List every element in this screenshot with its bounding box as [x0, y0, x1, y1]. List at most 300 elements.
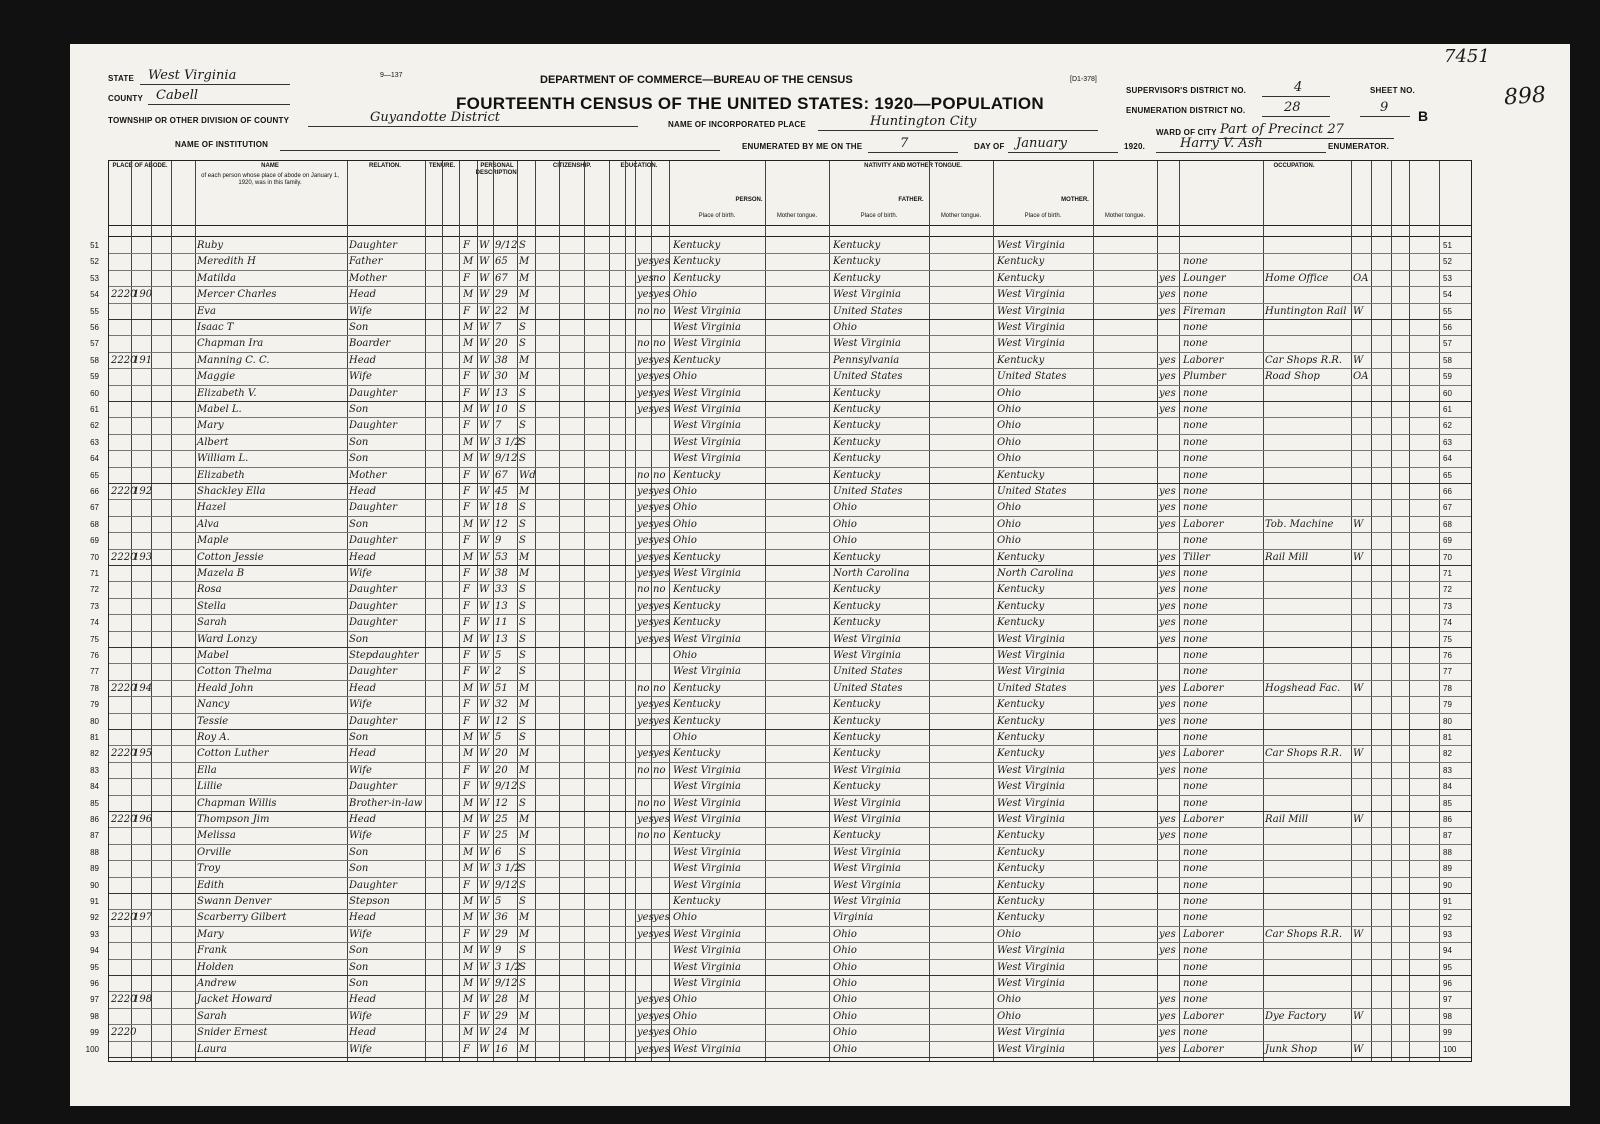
cell-name: Manning C. C. — [197, 354, 270, 366]
row-number-right: 64 — [1443, 454, 1452, 464]
cell-cls: W — [1353, 551, 1364, 563]
cell-trade: none — [1183, 502, 1208, 514]
cell-fpob: Ohio — [833, 1027, 857, 1039]
cell-sex: F — [463, 535, 470, 547]
cell-mar: S — [519, 863, 526, 875]
cell-pob: Kentucky — [673, 600, 721, 612]
row-number-right: 58 — [1443, 355, 1452, 365]
cell-pob: Ohio — [673, 994, 697, 1006]
row-number-right: 51 — [1443, 241, 1452, 250]
cell-age: 2 — [495, 666, 502, 678]
cell-fpob: Kentucky — [833, 551, 881, 563]
cell-sex: F — [463, 699, 470, 711]
cell-mpob: Kentucky — [997, 846, 1045, 858]
cell-pob: West Virginia — [673, 846, 741, 858]
cell-sex: M — [463, 797, 474, 809]
cell-race: W — [479, 322, 490, 333]
cell-fpob: Ohio — [833, 518, 857, 530]
cell-rel: Wife — [349, 1010, 372, 1022]
cell-mpob: North Carolina — [997, 568, 1074, 579]
cell-rel: Wife — [349, 305, 372, 317]
cell-race: W — [479, 945, 490, 957]
cell-pob: Ohio — [673, 486, 697, 497]
department-heading: DEPARTMENT OF COMMERCE—BUREAU OF THE CENSUS — [540, 74, 853, 86]
cell-rel: Head — [349, 994, 377, 1006]
cell-age: 11 — [495, 617, 508, 629]
cell-rel: Head — [349, 551, 377, 563]
row-number-right: 88 — [1443, 847, 1452, 857]
cell-cls: W — [1353, 928, 1364, 940]
cell-trade: none — [1183, 715, 1208, 727]
row-number-right: 62 — [1443, 421, 1452, 431]
cell-sex: M — [463, 863, 474, 875]
cell-mpob: West Virginia — [997, 338, 1065, 350]
row-number-right: 53 — [1443, 273, 1452, 283]
cell-eng: yes — [1159, 699, 1176, 711]
cell-trade: none — [1183, 568, 1208, 579]
cell-sex: M — [463, 814, 474, 825]
cell-name: Chapman Ira — [197, 338, 264, 350]
cell-sex: F — [463, 272, 470, 284]
row-number-right: 75 — [1443, 634, 1452, 644]
row-number-right: 79 — [1443, 700, 1452, 710]
cell-pob: Kentucky — [673, 830, 721, 842]
cell-rel: Son — [349, 322, 369, 333]
cell-age: 16 — [495, 1043, 508, 1055]
cell-mpob: Kentucky — [997, 912, 1045, 924]
cell-race: W — [479, 420, 490, 432]
cell-cls: W — [1353, 1010, 1364, 1022]
cell-rel: Wife — [349, 764, 372, 776]
cell-w: yes — [653, 994, 670, 1006]
cell-name: Laura — [197, 1043, 227, 1055]
cell-rel: Son — [349, 404, 369, 415]
header-pob-father: Place of birth. — [860, 213, 898, 219]
cell-trade: Laborer — [1183, 518, 1224, 530]
cell-age: 32 — [495, 699, 508, 711]
cell-r: yes — [637, 535, 654, 547]
cell-age: 67 — [495, 469, 508, 481]
cell-r: no — [637, 305, 650, 317]
cell-age: 9 — [495, 535, 502, 547]
cell-n: 52 — [90, 257, 99, 267]
cell-race: W — [479, 371, 490, 383]
cell-mar: M — [519, 814, 530, 825]
cell-sex: F — [463, 584, 470, 596]
header-person: PERSON. — [735, 197, 763, 203]
cell-w: no — [653, 338, 666, 350]
cell-rel: Daughter — [349, 879, 397, 891]
cell-mar: S — [519, 945, 526, 957]
cell-ind: Home Office — [1265, 272, 1329, 284]
cell-trade: none — [1183, 584, 1208, 596]
cell-mar: M — [519, 551, 530, 563]
census-table — [85, 160, 1472, 1062]
cell-pob: Kentucky — [673, 256, 721, 268]
cell-ind: Rail Mill — [1265, 814, 1309, 825]
township-value: Guyandotte District — [370, 110, 500, 125]
cell-w: yes — [653, 928, 670, 940]
cell-mpob: Ohio — [997, 994, 1021, 1006]
cell-w: no — [653, 469, 666, 481]
cell-age: 10 — [495, 404, 508, 415]
cell-fpob: Kentucky — [833, 699, 881, 711]
cell-age: 51 — [495, 682, 508, 694]
cell-race: W — [479, 715, 490, 727]
cell-pob: Kentucky — [673, 240, 721, 251]
cell-fpob: West Virginia — [833, 896, 901, 907]
row-number-right: 97 — [1443, 995, 1452, 1005]
county-label: COUNTY — [108, 94, 143, 103]
cell-mpob: West Virginia — [997, 961, 1065, 973]
cell-rel: Daughter — [349, 600, 397, 612]
row-number-right: 80 — [1443, 716, 1452, 726]
cell-name: Elizabeth — [197, 469, 245, 481]
row-number-right: 78 — [1443, 683, 1452, 693]
cell-age: 25 — [495, 830, 508, 842]
cell-rel: Wife — [349, 1043, 372, 1055]
cell-pob: West Virginia — [673, 568, 741, 579]
row-number-right: 68 — [1443, 519, 1452, 529]
cell-fpob: West Virginia — [833, 289, 901, 301]
cell-mar: M — [519, 682, 530, 694]
cell-trade: none — [1183, 322, 1208, 333]
cell-eng: yes — [1159, 617, 1176, 629]
cell-trade: none — [1183, 256, 1208, 268]
cell-rel: Head — [349, 748, 377, 760]
cell-rel: Wife — [349, 371, 372, 383]
supervisor-value: 4 — [1294, 80, 1303, 95]
cell-n: 51 — [90, 241, 99, 250]
cell-race: W — [479, 338, 490, 350]
cell-race: W — [479, 994, 490, 1006]
cell-mar: S — [519, 453, 526, 465]
cell-trade: none — [1183, 978, 1208, 989]
cell-mar: M — [519, 1010, 530, 1022]
enumerator-label: ENUMERATOR. — [1328, 142, 1390, 151]
cell-r: yes — [637, 551, 654, 563]
cell-fpob: West Virginia — [833, 879, 901, 891]
supervisor-label: SUPERVISOR'S DISTRICT NO. — [1126, 86, 1247, 95]
cell-name: Hazel — [197, 502, 227, 514]
header-occupation: OCCUPATION. — [1273, 163, 1315, 169]
cell-mar: S — [519, 781, 526, 793]
row-number-right: 69 — [1443, 536, 1452, 546]
cell-n: 75 — [90, 634, 99, 644]
cell-trade: Fireman — [1183, 305, 1226, 317]
cell-age: 22 — [495, 305, 508, 317]
cell-fpob: North Carolina — [833, 568, 910, 579]
cell-race: W — [479, 387, 490, 399]
cell-trade: none — [1183, 453, 1208, 465]
cell-age: 65 — [495, 256, 508, 268]
cell-fam: 197 — [133, 912, 153, 924]
cell-mpob: West Virginia — [997, 797, 1065, 809]
row-number-right: 94 — [1443, 946, 1452, 956]
cell-fam: 194 — [133, 682, 153, 694]
cell-trade: none — [1183, 863, 1208, 875]
cell-name: William L. — [197, 453, 249, 465]
cell-fpob: West Virginia — [833, 650, 901, 661]
cell-cls: W — [1353, 518, 1364, 530]
enumerator-value: Harry V. Ash — [1180, 136, 1263, 151]
cell-rel: Wife — [349, 830, 372, 842]
cell-pob: Ohio — [673, 912, 697, 924]
cell-sex: F — [463, 240, 470, 251]
cell-trade: Laborer — [1183, 814, 1224, 825]
cell-name: Troy — [197, 863, 221, 875]
cell-sex: F — [463, 305, 470, 317]
cell-name: Maggie — [197, 371, 236, 383]
cell-trade: Laborer — [1183, 928, 1224, 940]
cell-sex: F — [463, 928, 470, 940]
cell-fpob: Kentucky — [833, 387, 881, 399]
cell-name: Albert — [197, 436, 229, 448]
cell-fpob: Ohio — [833, 535, 857, 547]
cell-w: yes — [653, 1027, 670, 1039]
cell-race: W — [479, 1027, 490, 1039]
cell-cls: W — [1353, 305, 1364, 317]
cell-mar: S — [519, 879, 526, 891]
cell-eng: yes — [1159, 764, 1176, 776]
cell-fam: 192 — [133, 486, 153, 497]
cell-age: 12 — [495, 715, 508, 727]
cell-r: yes — [637, 814, 654, 825]
cell-rel: Daughter — [349, 715, 397, 727]
cell-age: 3 1/2 — [495, 961, 521, 973]
cell-rel: Daughter — [349, 535, 397, 547]
cell-fpob: Kentucky — [833, 420, 881, 432]
day-of-label: DAY OF — [974, 142, 1005, 151]
cell-mar: S — [519, 715, 526, 727]
cell-n: 90 — [90, 880, 99, 890]
cell-name: Andrew — [197, 978, 237, 989]
cell-dw: 2220 — [111, 994, 137, 1006]
cell-sex: M — [463, 404, 474, 415]
cell-race: W — [479, 666, 490, 678]
cell-trade: none — [1183, 650, 1208, 661]
county-value: Cabell — [156, 88, 199, 103]
cell-eng: yes — [1159, 928, 1176, 940]
cell-eng: yes — [1159, 1010, 1176, 1022]
cell-pob: Ohio — [673, 289, 697, 301]
cell-mpob: West Virginia — [997, 781, 1065, 793]
sheet-label: SHEET NO. — [1370, 86, 1415, 95]
cell-mpob: West Virginia — [997, 1043, 1065, 1055]
cell-mar: M — [519, 256, 530, 268]
row-number-right: 72 — [1443, 585, 1452, 595]
cell-race: W — [479, 633, 490, 645]
cell-pob: Ohio — [673, 1027, 697, 1039]
cell-pob: West Virginia — [673, 1043, 741, 1055]
header-tongue-person: Mother tongue. — [776, 213, 818, 219]
sheet-letter: B — [1418, 108, 1429, 124]
cell-trade: none — [1183, 961, 1208, 973]
cell-name: Mercer Charles — [197, 289, 277, 301]
cell-n: 91 — [90, 897, 99, 906]
cell-w: no — [653, 797, 666, 809]
cell-mpob: Kentucky — [997, 600, 1045, 612]
cell-trade: Lounger — [1183, 272, 1226, 284]
cell-fpob: Kentucky — [833, 600, 881, 612]
cell-pob: West Virginia — [673, 633, 741, 645]
cell-trade: Laborer — [1183, 682, 1224, 694]
cell-mar: S — [519, 650, 526, 661]
cell-sex: M — [463, 256, 474, 268]
cell-w: yes — [653, 387, 670, 399]
cell-rel: Head — [349, 486, 377, 497]
cell-fpob: West Virginia — [833, 338, 901, 350]
cell-n: 54 — [90, 290, 99, 300]
cell-n: 88 — [90, 847, 99, 857]
cell-fpob: West Virginia — [833, 633, 901, 645]
cell-trade: none — [1183, 764, 1208, 776]
cell-cls: W — [1353, 354, 1364, 366]
cell-fpob: United States — [833, 486, 903, 497]
cell-fpob: Ohio — [833, 978, 857, 989]
cell-name: Mabel L. — [197, 404, 242, 415]
header-citizenship: CITIZENSHIP. — [552, 163, 592, 169]
cell-trade: none — [1183, 699, 1208, 711]
cell-fpob: Kentucky — [833, 256, 881, 268]
cell-age: 36 — [495, 912, 508, 924]
cell-trade: Laborer — [1183, 748, 1224, 760]
cell-age: 9 — [495, 945, 502, 957]
cell-fpob: Kentucky — [833, 240, 881, 251]
cell-w: no — [653, 682, 666, 694]
cell-dw: 2220 — [111, 682, 137, 694]
cell-r: yes — [637, 748, 654, 760]
cell-rel: Son — [349, 436, 369, 448]
cell-trade: none — [1183, 289, 1208, 301]
cell-pob: West Virginia — [673, 338, 741, 350]
cell-ind: Dye Factory — [1265, 1010, 1327, 1022]
row-number-right: 95 — [1443, 962, 1452, 972]
cell-pob: Kentucky — [673, 748, 721, 760]
row-number-right: 89 — [1443, 864, 1452, 874]
cell-sex: M — [463, 453, 474, 465]
cell-race: W — [479, 764, 490, 776]
cell-name: Nancy — [197, 699, 230, 711]
cell-rel: Son — [349, 978, 369, 989]
cell-w: yes — [653, 289, 670, 301]
cell-r: yes — [637, 404, 654, 415]
cell-mar: S — [519, 797, 526, 809]
cell-pob: West Virginia — [673, 322, 741, 333]
row-number-right: 57 — [1443, 339, 1452, 349]
cell-w: yes — [653, 1010, 670, 1022]
cell-sex: F — [463, 502, 470, 514]
cell-w: yes — [653, 715, 670, 727]
cell-race: W — [479, 486, 490, 497]
cell-rel: Mother — [349, 469, 387, 481]
cell-w: yes — [653, 748, 670, 760]
cell-fpob: West Virginia — [833, 797, 901, 809]
cell-age: 29 — [495, 928, 508, 940]
cell-n: 100 — [85, 1044, 99, 1054]
row-number-right: 76 — [1443, 651, 1452, 660]
cell-name: Roy A. — [197, 732, 230, 743]
cell-age: 12 — [495, 518, 508, 530]
cell-eng: yes — [1159, 748, 1176, 760]
cell-fpob: Virginia — [833, 912, 874, 924]
cell-sex: M — [463, 354, 474, 366]
cell-sex: F — [463, 666, 470, 678]
cell-n: 59 — [90, 372, 99, 382]
cell-n: 53 — [90, 273, 99, 283]
cell-age: 30 — [495, 371, 508, 383]
cell-n: 72 — [90, 585, 99, 595]
cell-sex: M — [463, 289, 474, 301]
cell-mpob: Ohio — [997, 1010, 1021, 1022]
cell-sex: F — [463, 568, 470, 579]
cell-name: Cotton Jessie — [197, 551, 264, 563]
cell-n: 66 — [90, 487, 99, 496]
cell-fpob: United States — [833, 666, 903, 678]
cell-rel: Daughter — [349, 666, 397, 678]
cell-fpob: West Virginia — [833, 863, 901, 875]
cell-name: Scarberry Gilbert — [197, 912, 287, 924]
cell-mpob: Ohio — [997, 436, 1021, 448]
cell-fam: 198 — [133, 994, 153, 1006]
cell-mpob: Kentucky — [997, 551, 1045, 563]
cell-name: Sarah — [197, 617, 227, 629]
row-number-right: 100 — [1443, 1044, 1457, 1054]
cell-race: W — [479, 961, 490, 973]
row-number-right: 86 — [1443, 815, 1452, 824]
cell-name: Swann Denver — [197, 896, 272, 907]
cell-mpob: Kentucky — [997, 896, 1045, 907]
cell-name: Alva — [197, 518, 220, 530]
cell-r: no — [637, 338, 650, 350]
cell-trade: none — [1183, 387, 1208, 399]
cell-race: W — [479, 436, 490, 448]
cell-race: W — [479, 551, 490, 563]
cell-w: yes — [653, 600, 670, 612]
cell-sex: F — [463, 715, 470, 727]
cell-fpob: Kentucky — [833, 272, 881, 284]
header-name: NAME — [261, 163, 279, 169]
cell-race: W — [479, 1043, 490, 1055]
cell-age: 3 1/2 — [495, 863, 521, 875]
cell-name: Sarah — [197, 1010, 227, 1022]
cell-mar: M — [519, 568, 530, 579]
cell-pob: West Virginia — [673, 453, 741, 465]
header-mother: MOTHER. — [1061, 197, 1089, 203]
cell-pob: Kentucky — [673, 682, 721, 694]
cell-dw: 2220 — [111, 1027, 137, 1039]
cell-w: yes — [653, 699, 670, 711]
cell-dw: 2220 — [111, 912, 137, 924]
cell-dw: 2220 — [111, 289, 137, 301]
cell-trade: none — [1183, 830, 1208, 842]
cell-pob: Ohio — [673, 518, 697, 530]
cell-mar: S — [519, 666, 526, 678]
cell-r: yes — [637, 912, 654, 924]
cell-pob: Ohio — [673, 1010, 697, 1022]
cell-w: yes — [653, 354, 670, 366]
cell-pob: West Virginia — [673, 814, 741, 825]
row-number-right: 60 — [1443, 388, 1452, 398]
cell-r: yes — [637, 617, 654, 629]
cell-mar: M — [519, 830, 530, 842]
cell-fpob: Kentucky — [833, 715, 881, 727]
cell-n: 62 — [90, 421, 99, 431]
cell-mar: S — [519, 404, 526, 415]
cell-pob: Kentucky — [673, 699, 721, 711]
cell-n: 97 — [90, 995, 99, 1005]
row-number-right: 85 — [1443, 798, 1452, 808]
